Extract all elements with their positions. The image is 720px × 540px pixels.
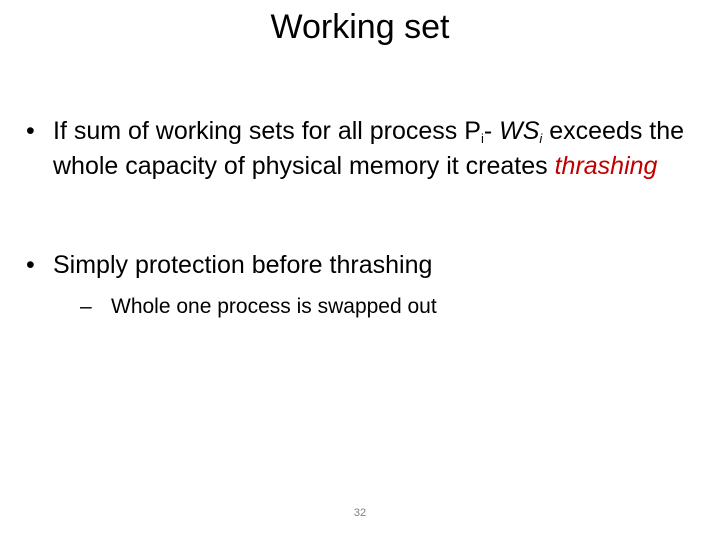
bullet-1-text-c: exceeds the whole capacity of physical memory it creates (53, 117, 685, 180)
bullet-list (26, 114, 706, 321)
bullet-1-ws: WS (499, 117, 540, 145)
bullet-1-subscript-i: i (480, 131, 484, 146)
bullet-item-1 (26, 114, 706, 184)
bullet-1-text-b: - (483, 117, 500, 145)
bullet-marker: • (26, 117, 35, 145)
sub-bullet-text: Whole one process is swapped out (111, 295, 437, 318)
bullet-item-2 (26, 248, 706, 321)
bullet-1-text-a: If sum of working sets for all process P (53, 117, 481, 145)
sub-bullet-item (80, 293, 706, 321)
bullet-2-text: Simply protection before thrashing (53, 251, 433, 279)
sub-bullet-marker: – (80, 295, 92, 318)
bullet-1-emphasis: thrashing (554, 152, 658, 180)
bullet-1-ws-subscript: i (539, 131, 543, 146)
bullet-marker: • (26, 251, 35, 279)
slide-title: Working set (270, 8, 450, 46)
page-number: 32 (353, 507, 367, 519)
